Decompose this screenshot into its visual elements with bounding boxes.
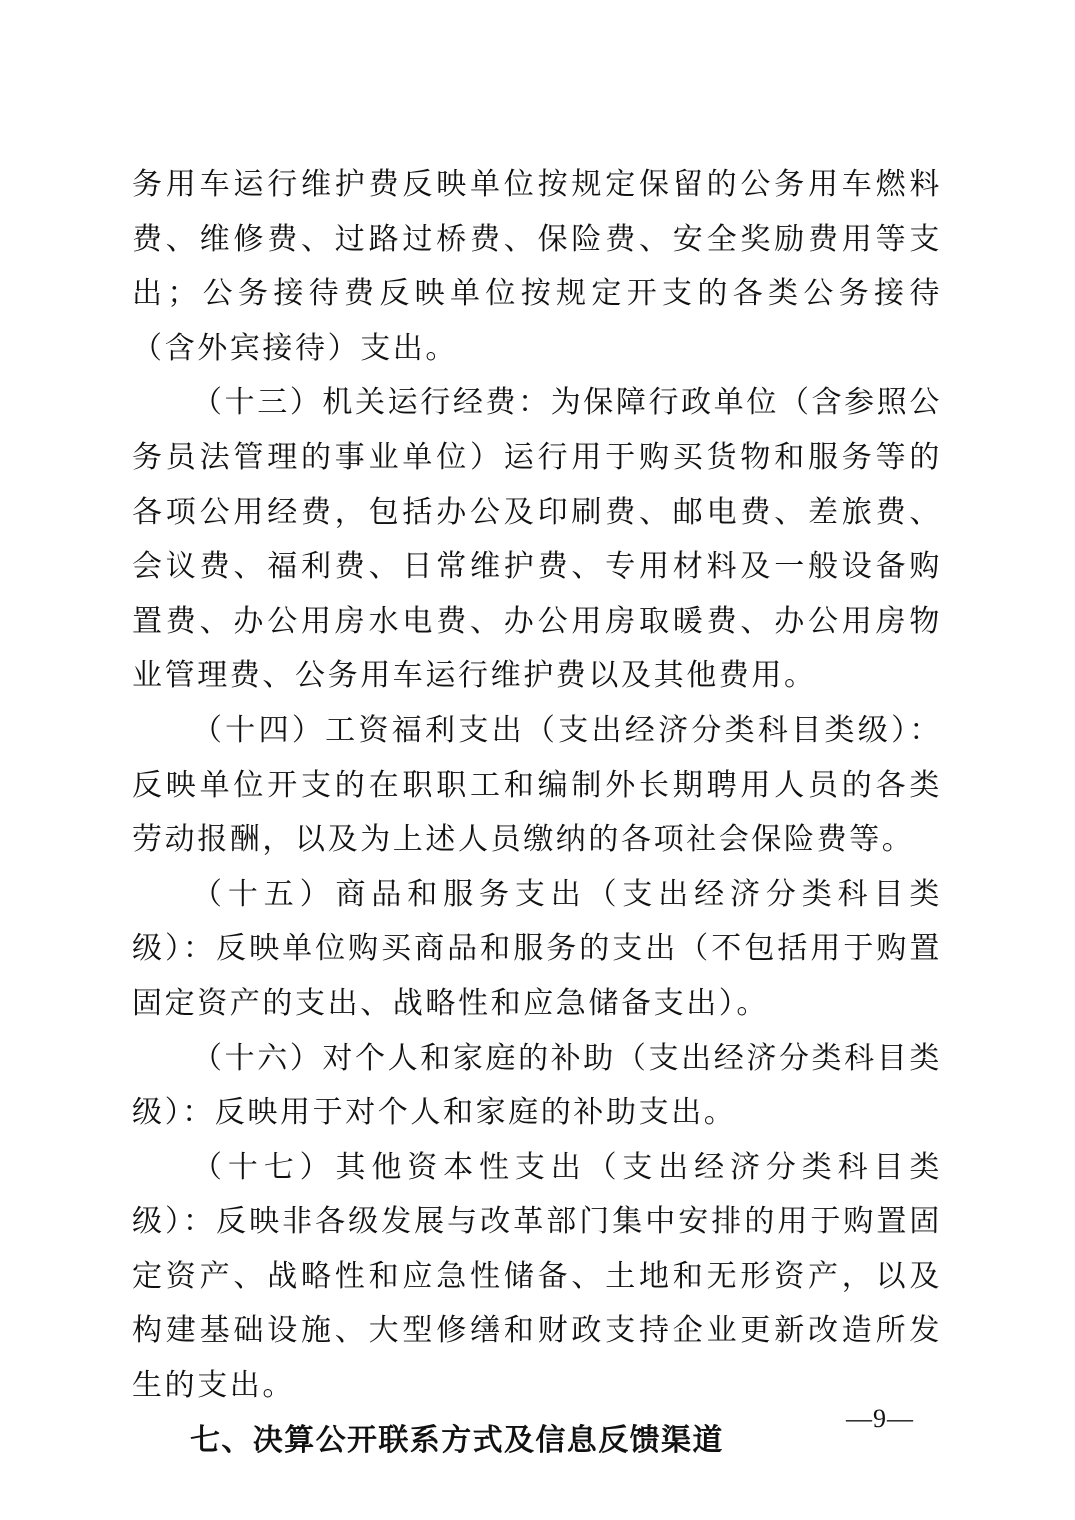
paragraph-item-14: （十四）工资福利支出（支出经济分类科目类级）：反映单位开支的在职职工和编制外长期聘用人员的各类劳动报酬，以及为上述人员缴纳的各项社会保险费等。: [132, 712, 942, 858]
paragraph-item-17: （十七）其他资本性支出（支出经济分类科目类级）：反映非各级发展与改革部门集中安排的用于购置固定资产、战略性和应急性储备、土地和无形资产，以及构建基础设施、大型修缮和财政支持企业更新改造所发生的支出。: [132, 1149, 942, 1404]
page-number: —9—: [846, 1404, 914, 1433]
paragraph-continuation: 务用车运行维护费反映单位按规定保留的公务用车燃料费、维修费、过路过桥费、保险费、安全奖励费用等支出；公务接待费反映单位按规定开支的各类公务接待（含外宾接待）支出。: [132, 167, 942, 366]
document-body: [132, 158, 942, 1468]
paragraph-item-13: （十三）机关运行经费：为保障行政单位（含参照公务员法管理的事业单位）运行用于购买货物和服务等的各项公用经费，包括办公及印刷费、邮电费、差旅费、会议费、福利费、日常维护费、专用材料及一般设备购置费、办公用房水电费、办公用房取暖费、办公用房物业管理费、公务用车运行维护费以及其他费用。: [132, 385, 942, 694]
paragraph-item-15: （十五）商品和服务支出（支出经济分类科目类级）：反映单位购买商品和服务的支出（不包括用于购置固定资产的支出、战略性和应急储备支出）。: [132, 876, 942, 1021]
paragraph-item-16: （十六）对个人和家庭的补助（支出经济分类科目类级）：反映用于对个人和家庭的补助支出。: [132, 1040, 942, 1131]
section-heading: 七、决算公开联系方式及信息反馈渠道: [190, 1422, 724, 1458]
